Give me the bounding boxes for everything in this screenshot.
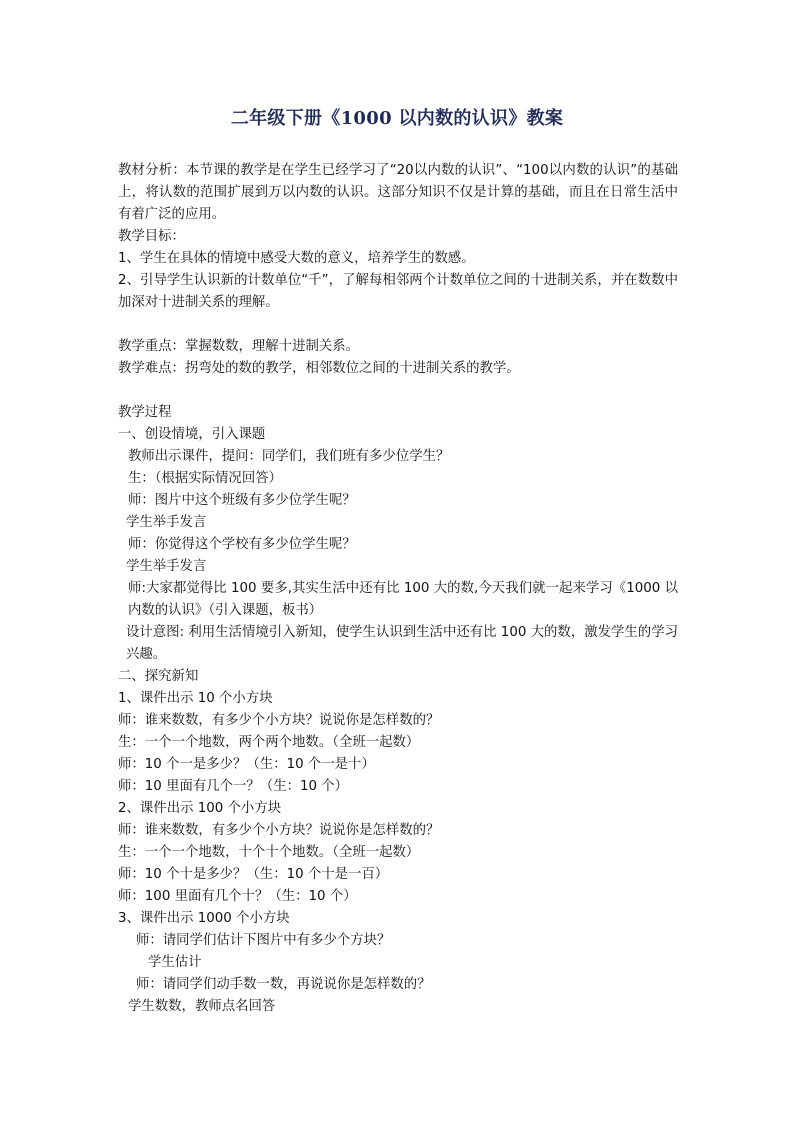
- document-title: 二年级下册《1000 以内数的认识》教案: [230, 108, 564, 129]
- blank-line: [118, 380, 678, 402]
- section-1-line: 生：（根据实际情况回答）: [128, 471, 282, 486]
- dialogue-line: 师：10 个一是多少？（生：10 个一是十）: [118, 757, 375, 772]
- dialogue-line: 学生数数，教师点名回答: [128, 999, 276, 1014]
- teaching-material-analysis: 教材分析：本节课的教学是在学生已经学习了“20以内数的认识”、“100以内数的认识”的基础上，将认数的范围扩展到万以内数的认识。这部分知识不仅是计算的基础，而且在日常生活中有着广泛的应用。: [118, 163, 678, 222]
- section-1-line: 师：图片中这个班级有多少位学生呢？: [128, 493, 356, 508]
- section-1-line: 学生举手发言: [126, 515, 207, 530]
- dialogue-line: 师：10 个十是多少？（生：10 个十是一百）: [118, 867, 389, 882]
- teaching-goals-heading: 教学目标：: [118, 229, 185, 244]
- teaching-goal-2: 2、引导学生认识新的计数单位“千”，了解每相邻两个计数单位之间的十进制关系，并在数数中加深对十进制关系的理解。: [118, 273, 678, 310]
- document-body: [118, 160, 678, 1018]
- dialogue-line: 师：请同学们估计下图片中有多少个方块？: [136, 933, 391, 948]
- blank-line: [118, 314, 678, 336]
- dialogue-line: 师：谁来数数，有多少个小方块？说说你是怎样数的？: [118, 713, 440, 728]
- subsection-heading: 1、课件出示 10 个小方块: [118, 691, 273, 706]
- teaching-goal-1: 1、学生在具体的情境中感受大数的意义，培养学生的数感。: [118, 251, 475, 266]
- design-intention: 设计意图: 利用生活情境引入新知，使学生认识到生活中还有比 100 大的数，激发学生的学习兴趣。: [126, 625, 678, 662]
- teaching-process-heading: 教学过程: [118, 405, 172, 420]
- dialogue-line: 生：一个一个地数，两个两个地数。（全班一起数）: [118, 735, 420, 750]
- section-1-line: 师：你觉得这个学校有多少位学生呢？: [128, 537, 356, 552]
- section-2-heading: 二、探究新知: [118, 669, 199, 684]
- teaching-difficult-point: 教学难点：拐弯处的数的教学，相邻数位之间的十进制关系的教学。: [118, 361, 520, 376]
- section-1-line: 学生举手发言: [126, 559, 207, 574]
- dialogue-line: 师：谁来数数，有多少个小方块？说说你是怎样数的？: [118, 823, 440, 838]
- subsection-heading: 3、课件出示 1000 个小方块: [118, 911, 290, 926]
- teaching-key-point: 教学重点：掌握数数，理解十进制关系。: [118, 339, 360, 354]
- dialogue-line: 师：10 里面有几个一？（生：10 个）: [118, 779, 349, 794]
- dialogue-line: 生：一个一个地数，十个十个地数。（全班一起数）: [118, 845, 420, 860]
- section-1-line: 师:大家都觉得比 100 要多,其实生活中还有比 100 大的数,今天我们就一起来学习《1000 以内数的认识》（引入课题，板书）: [128, 581, 678, 618]
- section-1-heading: 一、创设情境，引入课题: [118, 427, 266, 442]
- dialogue-line: 师：请同学们动手数一数，再说说你是怎样数的？: [136, 977, 431, 992]
- subsection-heading: 2、课件出示 100 个小方块: [118, 801, 282, 816]
- dialogue-line: 学生估计: [148, 955, 202, 970]
- section-1-line: 教师出示课件，提问：同学们，我们班有多少位学生？: [128, 449, 450, 464]
- dialogue-line: 师：100 里面有几个十？（生：10 个）: [118, 889, 357, 904]
